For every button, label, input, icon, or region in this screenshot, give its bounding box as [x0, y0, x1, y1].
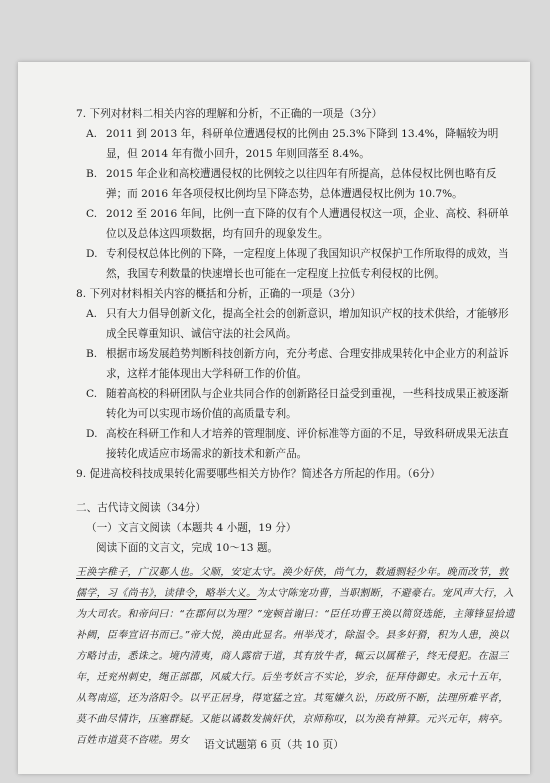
option-text: 2011 到 2013 年，科研单位遭遇侵权的比例由 25.3%下降到 13.4%，降幅较为明显，但 2014 年有微小回升，2015 年则回落至 8.4%。	[106, 128, 499, 160]
question-7-option-d	[86, 244, 516, 284]
option-text: 根据市场发展趋势判断科技创新方向，充分考虑、合理安排成果转化中企业方的利益诉求，这样才能体现出大学科研工作的价值。	[106, 348, 509, 380]
page-content	[76, 104, 516, 751]
option-label: C.	[86, 388, 98, 400]
passage-text: 为太守陈宠功曹，当职割断，不避豪右。宠风声大行，入为大司农。和帝问曰：“在郡何以为理？”宠顿首谢曰：“臣任功曹王涣以简贤选能，主簿锋显拾遗补阙，臣奉宣诏书而已。”帝大悦，涣由此显名。州举茂才，除温令。县多奸猾，积为人患，涣以方略讨击，悉诛之。境内清夷，商人露宿于道，其有放牛者，辄云以属稚子，终无侵犯。在温三年，迁兖州刺史，绳正部郡，风威大行。后坐考妖言不实论，岁余，征拜侍御史。永元十五年，从驾南巡，还为洛阳令。以平正居身，得宽猛之宜。其冤嫌久讼，历政所不断，法理所难平者，莫不曲尽情诈，压塞群疑。又能以谲数发摘奸伏，京师称叹，以为涣有神算。元兴元年，病卒。百姓市道莫不咨嗟。男女	[76, 588, 515, 746]
option-text: 2015 年企业和高校遭遇侵权的比例较之以往四年有所提高，总体侵权比例也略有反弹；而 2016 年各项侵权比例均呈下降态势，总体遭遇侵权比例为 10.7%。	[106, 168, 497, 200]
option-label: D.	[86, 428, 98, 440]
option-text: 只有大力倡导创新文化，提高全社会的创新意识，增加知识产权的技术供给，才能够形成全民尊重知识、诚信守法的社会风尚。	[106, 308, 509, 340]
question-8-option-b	[86, 344, 516, 384]
section-title: 二、古代诗文阅读（34分）	[76, 502, 207, 514]
subsection-title: （一）文言文阅读（本题共 4 小题，19 分）	[86, 522, 297, 534]
option-label: B.	[86, 348, 98, 360]
option-label: D.	[86, 248, 98, 260]
question-8-stem: 8. 下列对材料相关内容的概括和分析，正确的一项是（3分）	[76, 288, 362, 300]
option-label: A.	[86, 128, 98, 140]
question-9-stem: 9. 促进高校科技成果转化需要哪些相关方协作？简述各方所起的作用。（6分）	[76, 468, 441, 480]
question-8-option-a	[86, 304, 516, 344]
option-text: 高校在科研工作和人才培养的管理制度、评价标准等方面的不足，导致科研成果无法直接转化成适应市场需求的新技术和新产品。	[106, 428, 509, 460]
question-8-option-d	[86, 424, 516, 464]
question-7-stem: 7. 下列对材料二相关内容的理解和分析，不正确的一项是（3分）	[76, 108, 383, 120]
option-text: 专利侵权总体比例的下降，一定程度上体现了我国知识产权保护工作所取得的成效，当然，我国专利数量的快速增长也可能在一定程度上拉低专利侵权的比例。	[106, 248, 509, 280]
question-7-option-c	[86, 204, 516, 244]
reading-instruction: 阅读下面的文言文，完成 10～13 题。	[96, 542, 279, 554]
question-8-option-c	[86, 384, 516, 424]
option-label: B.	[86, 168, 98, 180]
underlined-sentence: 王涣字稚子，广汉郪人也。父顺，安定太守。涣少好侠，尚气力，数通剽轻少年。晚而改节，敦儒学，习《尚书》，读律令，略举大义。	[76, 567, 509, 599]
option-label: C.	[86, 208, 98, 220]
exam-page	[18, 62, 530, 774]
question-7-option-b	[86, 164, 516, 204]
option-text: 2012 至 2016 年间，比例一直下降的仅有个人遭遇侵权这一项，企业、高校、科研单位以及总体这四项数据，均有回升的现象发生。	[106, 208, 510, 240]
classical-passage	[76, 562, 516, 751]
page-footer: 语文试题第 6 页（共 10 页）	[204, 739, 344, 751]
option-label: A.	[86, 308, 98, 320]
question-7-option-a	[86, 124, 516, 164]
option-text: 随着高校的科研团队与企业共同合作的创新路径日益受到重视，一些科技成果正被逐渐转化为可以实现市场价值的高质量专利。	[106, 388, 509, 420]
